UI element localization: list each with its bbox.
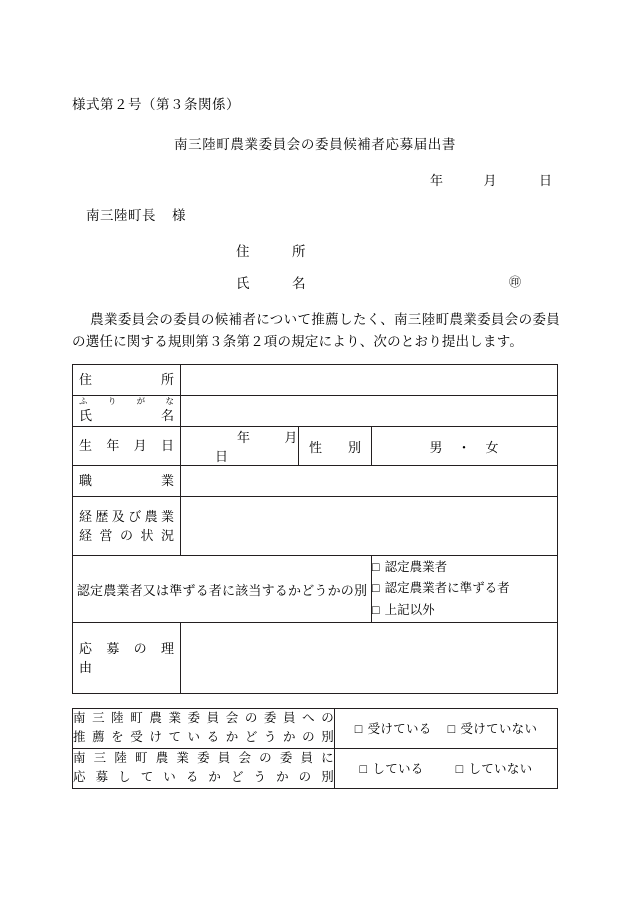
- cell-birth-label: 生 年 月 日: [73, 427, 181, 466]
- addressee-name: 南三陸町長: [86, 208, 156, 223]
- cell-sex-label: 性 別: [299, 427, 372, 466]
- table-row-career: [73, 497, 558, 556]
- applicant-info-table: [72, 364, 558, 694]
- cell-apply-options[interactable]: [335, 748, 558, 788]
- sex-male[interactable]: 男: [429, 439, 444, 455]
- checkbox-icon[interactable]: □: [372, 602, 380, 617]
- recommendation-status-table: [72, 708, 558, 789]
- cell-career-value[interactable]: [181, 497, 558, 556]
- body-paragraph: [72, 309, 560, 354]
- page-title: 南三陸町農業委員会の委員候補者応募届出書: [174, 137, 456, 152]
- cell-reason-value[interactable]: [181, 623, 558, 694]
- recommend-label-line1: 南 三 陸 町 農 業 委 員 会 の 委 員 へ の: [73, 711, 334, 725]
- career-label-line2: 経 営 の 状 況: [79, 528, 174, 543]
- apply-label-line2: 応 募 し て い る か ど う か の 別: [73, 770, 334, 785]
- checkbox-icon[interactable]: □: [455, 762, 464, 777]
- cell-reason-label: 応 募 の 理 由: [73, 623, 181, 694]
- cell-occupation-label: 職 業: [73, 466, 181, 497]
- recommend-label-line2: 推 薦 を 受 け て い る か ど う か の 別: [73, 730, 334, 745]
- cell-recommend-options[interactable]: [335, 709, 558, 749]
- recommend-option-2-label: 受けていない: [460, 722, 538, 737]
- cert-option-1-label: 認定農業者: [384, 559, 448, 574]
- table-row-name: [73, 396, 558, 427]
- cell-address-label: 住 所: [73, 365, 181, 396]
- birth-month: 月: [284, 430, 298, 445]
- checkbox-icon[interactable]: □: [359, 762, 368, 777]
- table-row: [73, 709, 558, 749]
- apply-label-line1: 南 三 陸 町 農 業 委 員 会 の 委 員 に: [73, 750, 334, 765]
- cert-option-2-label: 認定農業者に準ずる者: [384, 581, 510, 596]
- cell-recommend-label: [73, 709, 335, 749]
- birth-year: 年: [237, 430, 251, 445]
- table-row: [73, 748, 558, 788]
- addressee: [86, 204, 186, 224]
- apply-option-1-label: している: [372, 762, 424, 777]
- form-number: 様式第２号（第３条関係）: [72, 97, 240, 112]
- seal-icon: ㊞: [509, 275, 522, 289]
- table-row-address: [73, 365, 558, 396]
- date-day: 日: [538, 173, 552, 188]
- apply-option-2-label: していない: [468, 762, 533, 777]
- birth-value-inner: [181, 430, 298, 464]
- cert-option-1[interactable]: [372, 557, 557, 579]
- table-row-certification: [73, 556, 558, 623]
- cell-sex-value[interactable]: [372, 427, 558, 466]
- name-label: 氏 名: [79, 408, 174, 424]
- career-label-line1: 経 歴 及 び 農 業: [79, 508, 174, 524]
- applicant-name-field: [236, 272, 306, 292]
- cell-career-label: [73, 497, 181, 556]
- table-row-birth-sex: [73, 427, 558, 466]
- applicant-address-label: 住 所: [236, 244, 306, 259]
- cell-name-label: [73, 396, 181, 427]
- addressee-honorific: 様: [172, 208, 186, 223]
- cert-option-3-label: 上記以外: [384, 602, 435, 617]
- furigana-label: ふ り が な: [79, 396, 174, 407]
- cell-cert-options[interactable]: [372, 556, 558, 623]
- date-year: 年: [429, 173, 443, 188]
- checkbox-icon[interactable]: □: [354, 722, 363, 737]
- applicant-name-label: 氏 名: [236, 276, 306, 291]
- birth-day: 日: [215, 449, 229, 464]
- table-row-occupation: [73, 466, 558, 497]
- checkbox-icon[interactable]: □: [372, 581, 380, 596]
- table-row-reason: [73, 623, 558, 694]
- checkbox-icon[interactable]: □: [447, 722, 456, 737]
- cell-address-value[interactable]: [181, 365, 558, 396]
- cell-cert-question: 認定農業者又は準ずる者に該当するかどうかの別: [73, 556, 372, 623]
- cert-option-3[interactable]: [372, 600, 557, 622]
- sex-female[interactable]: 女: [485, 439, 500, 455]
- date-month: 月: [483, 173, 497, 188]
- checkbox-icon[interactable]: □: [372, 559, 380, 574]
- applicant-address-field: [236, 240, 306, 260]
- sex-separator: ・: [457, 439, 472, 455]
- cell-apply-label: [73, 748, 335, 788]
- cell-name-value[interactable]: [181, 396, 558, 427]
- cell-occupation-value[interactable]: [181, 466, 558, 497]
- cell-birth-value[interactable]: [181, 427, 299, 466]
- body-paragraph-text: 農業委員会の委員の候補者について推薦したく、南三陸町農業委員会の委員の選任に関する規則第３条第２項の規定により、次のとおり提出します。: [72, 312, 560, 350]
- recommend-option-1-label: 受けている: [367, 722, 432, 737]
- date-line: [0, 170, 630, 189]
- cert-option-2[interactable]: [372, 578, 557, 600]
